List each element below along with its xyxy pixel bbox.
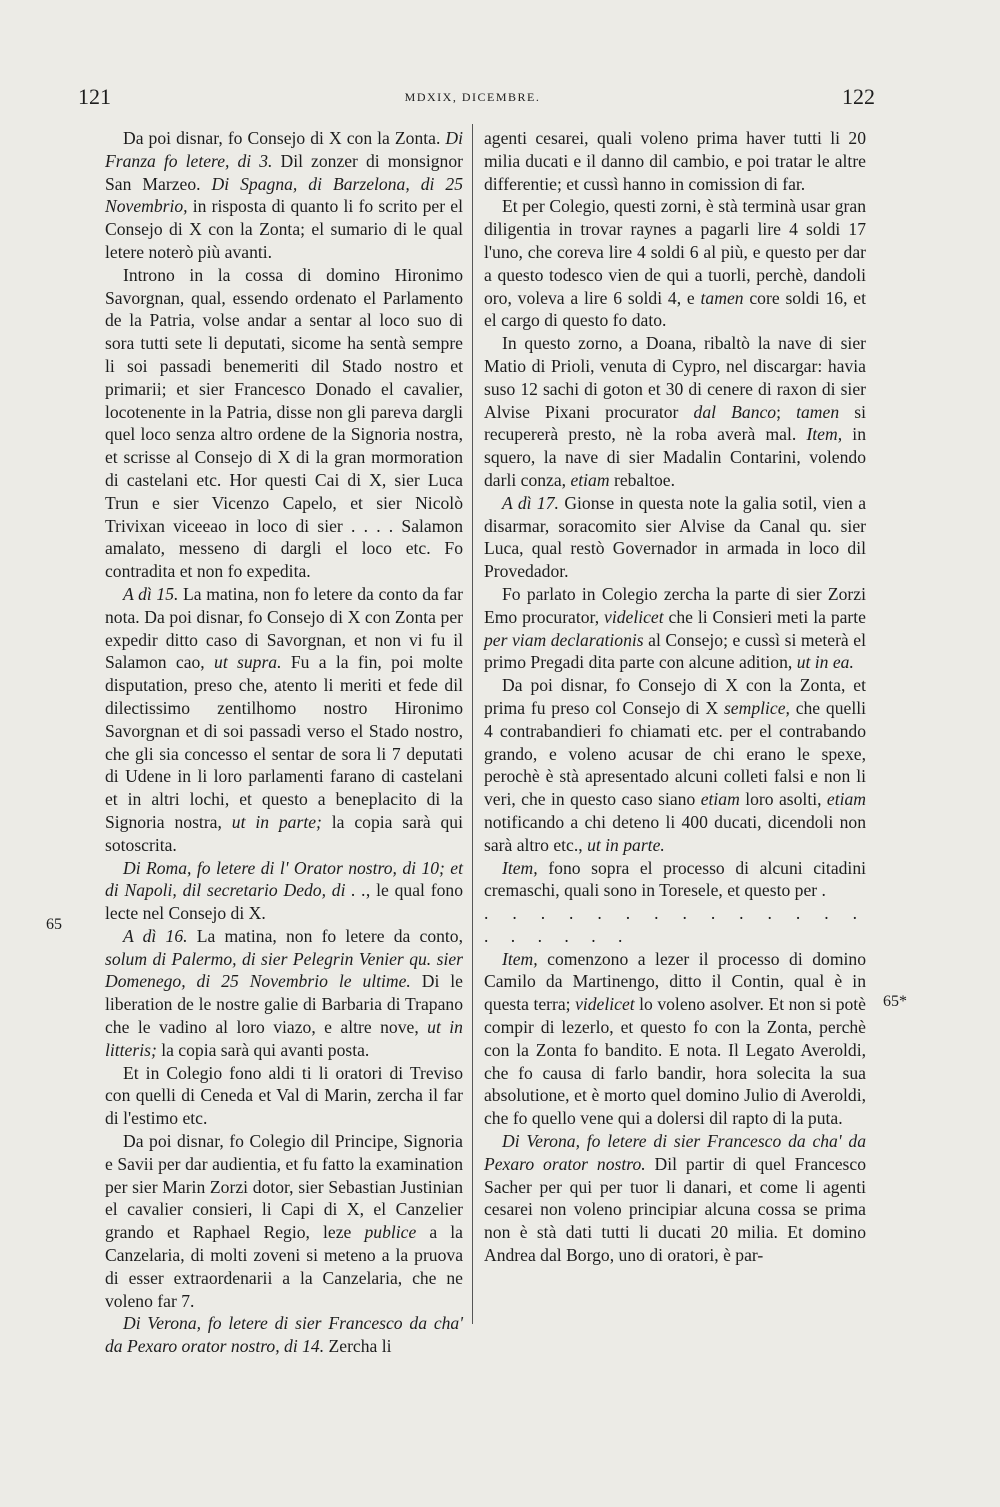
page-number-left: 121: [78, 84, 111, 109]
paragraph: Da poi disnar, fo Consejo di X con la Zonta. Di Franza fo letere, di 3. Dil zonzer di monsignor San Marzeo. Di Spagna, di Barzelona, di 25 Novembrio, in risposta di quanto li fo scrito per el Consejo di X con la Zonta; el sumario di le qual letere noterò più avanti.: [105, 128, 464, 262]
page-number-right: 122: [842, 84, 875, 109]
paragraph: A dì 17. Gionse in questa note la galia sotil, vien a disarmar, soracomito sier Alvise da Canal qu. sier Luca, qual restò Governador in armada in loco dil Provedador.: [484, 492, 867, 582]
running-title: MDXIX, DICEMBRE.: [404, 90, 541, 104]
paragraph: Da poi disnar, fo Consejo di X con la Zonta, et prima fu preso col Consejo di X semplice, che quelli 4 contrabandieri fo chiamati etc. per el contrabando grando, e voleno acusar de chi erano le spexe, perochè è stà apresentado alcuni colleti falsi e non li veri, che in questo caso siano etiam loro asolti, etiam notificando a chi deteno li 400 ducati, dicendoli non sarà altro etc., ut in parte.: [484, 675, 866, 855]
paragraph: Di Verona, fo letere di sier Francesco da cha' da Pexaro orator nostro. Dil partir di quel Francesco Sacher per qui per tuor li danari, et come li agenti cesarei non voleno principiar alcuna cossa se prima non è stà dati tutti li ducati 20 milia. Et domino Andrea dal Borgo, uno di oratori, è par-: [484, 1131, 866, 1266]
paragraph: Et per Colegio, questi zorni, è stà terminà usar gran diligentia in trovar raynes a pagarli lire 4 soldi 17 l'uno, che coreva lire 4 soldi 6 al più, e questo per dar a questo todesco vien de qui a tuorli, perchè, dandoli oro, voleva a lire 6 soldi 4, e tamen core soldi 16, et el cargo di questo fo dato.: [484, 196, 866, 331]
page-header: [70, 84, 875, 112]
paragraph: Di Roma, fo letere di l' Orator nostro, di 10; et di Napoli, dil secretario Dedo, di . ., le qual fono lecte nel Consejo di X.: [105, 857, 463, 924]
paragraph: Et in Colegio fono aldi ti li oratori di Treviso con quelli di Ceneda et Val di Marin, zercha il far di l'estimo etc.: [105, 1062, 463, 1129]
ellipsis-line: . . . . . . . . . . . . . . . . . . . .: [484, 903, 866, 946]
paragraph: A dì 16. La matina, non fo letere da conto, solum di Palermo, di sier Pelegrin Venier qu. sier Domenego, di 25 Novembrio le ultime. Di le liberation de le nostre galie di Barbaria di Trapano che le vadino al loro viazo, e altre nove, ut in litteris; la copia sarà qui avanti posta.: [105, 925, 464, 1060]
paragraph: Introno in la cossa di domino Hironimo Savorgnan, qual, essendo ordenato el Parlamento de la Patria, volse andar a sentar al loco suo di sora tutti sete li deputati, sicome ha sentà sempre li soi passadi benemeriti dil Stado nostro et primarii; et sier Francesco Donado el cavalier, locotenente in la Patria, disse non gli pareva dargli quel loco senza altro ordene de la Signoria nostra, et scrisse al Consejo di X di la gran mormoration di castelani etc. Hor questi Cai di X, sier Luca Trun e sier Vicenzo Capelo, et sier Nicolò Trivixan viceeao in loco di sier . . . . Salamon amalato, messeno di dargli el loco etc. Fo contradita et non fo expedita.: [105, 264, 463, 582]
paragraph: agenti cesarei, quali voleno prima haver tutti li 20 milia ducati e il danno dil cambio, e poi tratar le altre differentie; et cussì hanno in comission di far.: [484, 128, 866, 194]
left-column: [105, 127, 463, 1358]
paragraph: Di Verona, fo letere di sier Francesco da cha' da Pexaro orator nostro, di 14. Zercha li: [105, 1313, 463, 1357]
margin-number-left: 65: [46, 916, 62, 933]
paragraph: In questo zorno, a Doana, ribaltò la nave di sier Matio di Prioli, venuta di Cypro, nel discargar: havia suso 12 sachi di goton et 30 di cenere di raxon di sier Alvise Pixani procurator dal Banco; tamen si recupererà presto, nè la roba averà mal. Item, in squero, la nave di sier Madalin Contarini, volendo darli conza, etiam rebaltoe.: [484, 333, 866, 490]
paragraph: Da poi disnar, fo Colegio dil Principe, Signoria e Savii per dar audientia, et fu fatto la examination per sier Marin Zorzi dotor, sier Sebastian Justinian el cavalier consieri, li Capi di X, el Canzelier grando et Raphael Regio, leze publice a la Canzelaria, di molti zoveni si meteno a la pruova di esser extraordenarii a la Canzelaria, che ne voleno far 7.: [105, 1131, 463, 1311]
right-column: [484, 127, 866, 1267]
paragraph: Fo parlato in Colegio zercha la parte di sier Zorzi Emo procurator, videlicet che li Consieri meti la parte per viam declarationis al Consejo; e cussì si meterà el primo Pregadi dita parte con alcune adition, ut in ea.: [484, 583, 866, 673]
paragraph: A dì 15. La matina, non fo letere da conto da far nota. Da poi disnar, fo Consejo di X con Zonta per expedir ditto caso di Savorgnan, et non vi fu il Salamon cao, ut supra. Fu a la fin, poi molte disputation, preso che, atento li meriti et fede dil dilectissimo zentilhomo nostro Hironimo Savorgnan et di soi passadi verso el Stado nostro, che gli sia concesso el sentar de sora li 7 deputati di Udene in li loro parlamenti farano di castelani et in altri lochi, et questo a beneplacito di la Signoria nostra, ut in parte; la copia sarà qui sotoscrita.: [105, 583, 463, 855]
column-divider: [472, 124, 473, 1324]
paragraph: Item, comenzono a lezer il processo di domino Camilo da Martinengo, ditto il Contin, qual è in questa terra; videlicet lo voleno asolver. Et non si potè compir di lezerlo, et questo fo con la Zonta, perchè con la Zonta fo bandito. E nota. Il Legato Averoldi, che fo causa di farlo bandir, hora solecita la sua absolutione, et è morto quel domino Julio di Averoldi, che fo quello vene qui a dolersi dil rapto di la puta.: [484, 948, 866, 1129]
paragraph: Item, fono sopra el processo di alcuni citadini cremaschi, quali sono in Toresele, et questo per .: [484, 857, 866, 901]
margin-number-right: 65*: [883, 993, 907, 1010]
